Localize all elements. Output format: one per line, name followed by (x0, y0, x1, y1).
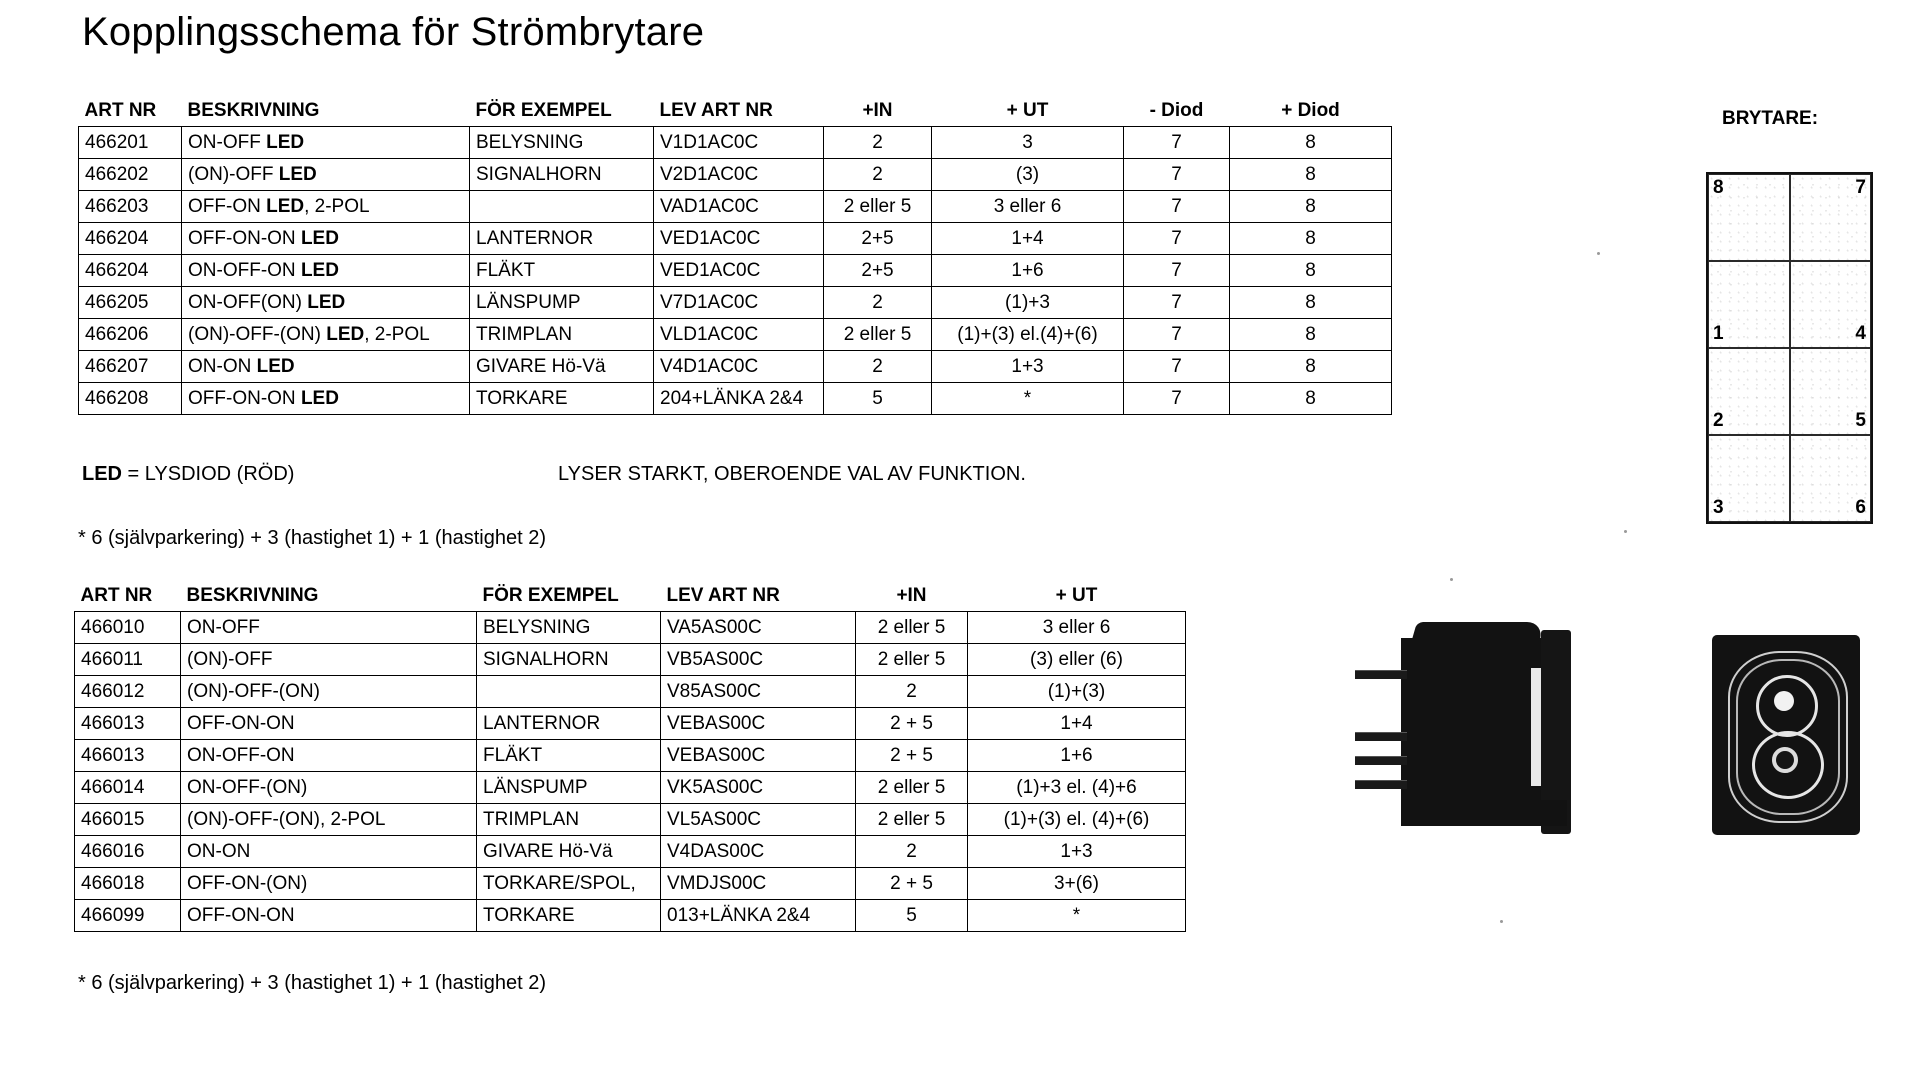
table-cell: LANTERNOR (477, 708, 661, 740)
table-cell: V4D1AC0C (654, 351, 824, 383)
switch-terminal-pin (1355, 780, 1407, 789)
table-cell: 466013 (75, 740, 181, 772)
table-cell: (1)+(3) (968, 676, 1186, 708)
table-cell: 7 (1124, 191, 1230, 223)
table-cell: (ON)-OFF LED (182, 159, 470, 191)
table-cell: * (968, 900, 1186, 932)
table-cell: BELYSNING (477, 612, 661, 644)
brytare-cell-right (1790, 348, 1872, 435)
brytare-pin-number: 7 (1855, 177, 1866, 198)
table-row (79, 127, 1392, 159)
table-cell: 466099 (75, 900, 181, 932)
table-cell: 7 (1124, 255, 1230, 287)
table-cell: ON-OFF-ON (181, 740, 477, 772)
table-cell: ON-OFF LED (182, 127, 470, 159)
column-header-beskrivning: BESKRIVNING (186, 585, 319, 606)
table-cell: (ON)-OFF-(ON) LED, 2-POL (182, 319, 470, 351)
table-cell: (ON)-OFF-(ON) (181, 676, 477, 708)
column-header-for-exempel: FÖR EXEMPEL (475, 100, 612, 121)
table-cell: 8 (1230, 383, 1392, 415)
table-cell: 466207 (79, 351, 182, 383)
standard-switch-table-container (74, 585, 1186, 932)
scan-speck (1500, 920, 1503, 923)
table-cell: 466204 (79, 255, 182, 287)
table-cell: ON-OFF(ON) LED (182, 287, 470, 319)
table-row (75, 772, 1186, 804)
table-cell: OFF-ON-ON LED (182, 383, 470, 415)
table-cell: BELYSNING (470, 127, 654, 159)
table-cell: 8 (1230, 127, 1392, 159)
table-cell: 7 (1124, 287, 1230, 319)
brytare-cell-left (1708, 348, 1790, 435)
table-row (79, 383, 1392, 415)
table-cell: (3) (932, 159, 1124, 191)
table-cell: V7D1AC0C (654, 287, 824, 319)
table-cell: 7 (1124, 383, 1230, 415)
table-cell: ON-OFF-ON LED (182, 255, 470, 287)
table-cell: 1+3 (932, 351, 1124, 383)
table-cell: 466012 (75, 676, 181, 708)
switch-front-indicator-dot (1774, 691, 1794, 711)
table-cell: 466202 (79, 159, 182, 191)
table-cell: ON-OFF (181, 612, 477, 644)
table-cell (470, 191, 654, 223)
table-row (75, 804, 1186, 836)
column-header-art-nr: ART NR (84, 100, 157, 121)
table-cell: OFF-ON-ON (181, 708, 477, 740)
table-cell: V2D1AC0C (654, 159, 824, 191)
footnote-star-1: * 6 (självparkering) + 3 (hastighet 1) + 1 (hastighet 2) (78, 527, 547, 549)
table-cell: 466205 (79, 287, 182, 319)
column-header-art-nr: ART NR (80, 585, 153, 606)
table-cell: (ON)-OFF-(ON), 2-POL (181, 804, 477, 836)
table-cell: 8 (1230, 223, 1392, 255)
table-cell: (1)+3 el. (4)+6 (968, 772, 1186, 804)
column-header-lev-art-nr: LEV ART NR (659, 100, 773, 121)
table-cell: FLÄKT (470, 255, 654, 287)
column-header-in: +IN (862, 100, 893, 121)
table-row (75, 836, 1186, 868)
table-cell: LANTERNOR (470, 223, 654, 255)
table-row (75, 708, 1186, 740)
table-cell: VA5AS00C (661, 612, 856, 644)
table-cell: 2+5 (824, 255, 932, 287)
table-cell: (1)+(3) el. (4)+(6) (968, 804, 1186, 836)
table-cell: 1+6 (932, 255, 1124, 287)
switch-front-view-image (1712, 635, 1860, 835)
table-cell: TORKARE/SPOL, (477, 868, 661, 900)
column-header-minus-diod: - Diod (1149, 100, 1204, 121)
page-title: Kopplingsschema för Strömbrytare (82, 10, 705, 54)
table-header-row (75, 585, 1186, 612)
led-switch-table-container (78, 100, 1392, 415)
led-legend-rest: = LYSDIOD (RÖD) (122, 463, 295, 485)
table-cell: (3) eller (6) (968, 644, 1186, 676)
table-cell: TORKARE (477, 900, 661, 932)
table-cell: OFF-ON LED, 2-POL (182, 191, 470, 223)
table-cell: 013+LÄNKA 2&4 (661, 900, 856, 932)
table-cell: V4DAS00C (661, 836, 856, 868)
table-cell: 466206 (79, 319, 182, 351)
table-cell: 2 eller 5 (856, 804, 968, 836)
brytare-pin-number: 1 (1713, 323, 1724, 344)
table-cell: 2 + 5 (856, 740, 968, 772)
brytare-pin-number: 4 (1855, 323, 1866, 344)
table-row (79, 319, 1392, 351)
table-row (75, 676, 1186, 708)
table-cell: 1+4 (968, 708, 1186, 740)
table-cell: 466015 (75, 804, 181, 836)
table-cell: 1+4 (932, 223, 1124, 255)
table-cell: V85AS00C (661, 676, 856, 708)
column-header-ut: + UT (1055, 585, 1098, 606)
switch-front-button-dot (1772, 747, 1798, 773)
table-cell: FLÄKT (477, 740, 661, 772)
table-cell: 8 (1230, 159, 1392, 191)
table-row (79, 351, 1392, 383)
table-cell: (1)+3 (932, 287, 1124, 319)
table-cell: VMDJS00C (661, 868, 856, 900)
brytare-cell-left (1708, 174, 1790, 261)
table-row (75, 740, 1186, 772)
table-cell: 2 eller 5 (824, 191, 932, 223)
table-cell: 466013 (75, 708, 181, 740)
scan-speck (1597, 252, 1600, 255)
table-cell: 2+5 (824, 223, 932, 255)
table-cell: SIGNALHORN (470, 159, 654, 191)
footnote-star-2: * 6 (självparkering) + 3 (hastighet 1) + 1 (hastighet 2) (78, 972, 547, 994)
table-row (79, 287, 1392, 319)
table-cell: 466201 (79, 127, 182, 159)
table-row (79, 191, 1392, 223)
brytare-cell-left (1708, 261, 1790, 348)
table-header-row (79, 100, 1392, 127)
column-header-in: +IN (896, 585, 927, 606)
table-row (79, 255, 1392, 287)
table-cell: V1D1AC0C (654, 127, 824, 159)
column-header-beskrivning: BESKRIVNING (187, 100, 320, 121)
standard-switch-table (74, 585, 1186, 932)
brytare-pin-number: 3 (1713, 497, 1724, 518)
table-cell: 2 eller 5 (856, 612, 968, 644)
table-cell: SIGNALHORN (477, 644, 661, 676)
brytare-pin-number: 6 (1855, 497, 1866, 518)
switch-terminal-pin (1355, 732, 1407, 741)
led-switch-table (78, 100, 1392, 415)
switch-terminal-pin (1355, 670, 1407, 679)
table-cell: 2 eller 5 (824, 319, 932, 351)
table-cell: 2 (856, 676, 968, 708)
table-cell: VEBAS00C (661, 708, 856, 740)
table-cell: OFF-ON-ON LED (182, 223, 470, 255)
table-cell: 8 (1230, 255, 1392, 287)
table-cell: 204+LÄNKA 2&4 (654, 383, 824, 415)
table-cell (477, 676, 661, 708)
table-cell: 8 (1230, 351, 1392, 383)
table-cell: VED1AC0C (654, 255, 824, 287)
led-legend-bold: LED (82, 463, 122, 485)
table-cell: 7 (1124, 319, 1230, 351)
switch-foot (1417, 800, 1567, 826)
switch-side-view-image (1355, 620, 1620, 840)
table-cell: (1)+(3) el.(4)+(6) (932, 319, 1124, 351)
table-cell: 1+3 (968, 836, 1186, 868)
table-row (79, 223, 1392, 255)
table-cell: 5 (856, 900, 968, 932)
table-cell: 3 eller 6 (968, 612, 1186, 644)
table-row (79, 159, 1392, 191)
table-cell: 8 (1230, 191, 1392, 223)
table-cell: GIVARE Hö-Vä (477, 836, 661, 868)
brytare-pin-diagram (1706, 172, 1873, 524)
table-cell: 2 + 5 (856, 868, 968, 900)
column-header-plus-diod: + Diod (1281, 100, 1340, 121)
table-cell: LÄNSPUMP (477, 772, 661, 804)
scan-speck (1624, 530, 1627, 533)
table-cell: 466208 (79, 383, 182, 415)
brytare-cell-right (1790, 174, 1872, 261)
table-cell: 466016 (75, 836, 181, 868)
table-cell: 1+6 (968, 740, 1186, 772)
switch-body (1401, 638, 1541, 826)
brytare-label: BRYTARE: (1722, 108, 1819, 129)
brytare-cell-right (1790, 435, 1872, 522)
scan-speck (1450, 578, 1453, 581)
table-cell: 8 (1230, 287, 1392, 319)
table-cell: VK5AS00C (661, 772, 856, 804)
table-cell: 2 + 5 (856, 708, 968, 740)
brytare-pin-number: 8 (1713, 177, 1724, 198)
column-header-for-exempel: FÖR EXEMPEL (482, 585, 619, 606)
led-legend (82, 463, 294, 486)
brytare-pin-number: 2 (1713, 410, 1724, 431)
table-cell: ON-OFF-(ON) (181, 772, 477, 804)
table-row (75, 612, 1186, 644)
column-header-ut: + UT (1006, 100, 1049, 121)
table-cell: 2 (824, 351, 932, 383)
table-cell: VAD1AC0C (654, 191, 824, 223)
lyser-note: LYSER STARKT, OBEROENDE VAL AV FUNKTION. (558, 463, 1026, 485)
table-cell: TRIMPLAN (470, 319, 654, 351)
table-cell: 8 (1230, 319, 1392, 351)
table-row (75, 644, 1186, 676)
table-cell: 2 (856, 836, 968, 868)
table-cell: 7 (1124, 159, 1230, 191)
table-row (75, 900, 1186, 932)
table-cell: 3+(6) (968, 868, 1186, 900)
table-cell: 2 eller 5 (856, 644, 968, 676)
table-cell: ON-ON LED (182, 351, 470, 383)
table-cell: 466010 (75, 612, 181, 644)
table-cell: 2 eller 5 (856, 772, 968, 804)
table-cell: 466203 (79, 191, 182, 223)
table-cell: 2 (824, 127, 932, 159)
table-cell: * (932, 383, 1124, 415)
table-cell: 5 (824, 383, 932, 415)
table-cell: 7 (1124, 351, 1230, 383)
table-cell: 466204 (79, 223, 182, 255)
table-cell: 466018 (75, 868, 181, 900)
table-cell: OFF-ON-(ON) (181, 868, 477, 900)
table-cell: VLD1AC0C (654, 319, 824, 351)
table-cell: 2 (824, 287, 932, 319)
table-cell: VB5AS00C (661, 644, 856, 676)
table-cell: (ON)-OFF (181, 644, 477, 676)
table-cell: GIVARE Hö-Vä (470, 351, 654, 383)
table-cell: VED1AC0C (654, 223, 824, 255)
brytare-pin-number: 5 (1855, 410, 1866, 431)
table-cell: 7 (1124, 223, 1230, 255)
table-row (75, 868, 1186, 900)
table-cell: VL5AS00C (661, 804, 856, 836)
table-cell: TORKARE (470, 383, 654, 415)
brytare-cell-right (1790, 261, 1872, 348)
table-cell: VEBAS00C (661, 740, 856, 772)
table-cell: 466011 (75, 644, 181, 676)
switch-terminal-pin (1355, 756, 1407, 765)
table-cell: 3 (932, 127, 1124, 159)
table-cell: 2 (824, 159, 932, 191)
brytare-cell-left (1708, 435, 1790, 522)
column-header-lev-art-nr: LEV ART NR (666, 585, 780, 606)
table-cell: TRIMPLAN (477, 804, 661, 836)
table-cell: 7 (1124, 127, 1230, 159)
table-cell: LÄNSPUMP (470, 287, 654, 319)
table-cell: OFF-ON-ON (181, 900, 477, 932)
table-cell: 3 eller 6 (932, 191, 1124, 223)
table-cell: 466014 (75, 772, 181, 804)
table-cell: ON-ON (181, 836, 477, 868)
